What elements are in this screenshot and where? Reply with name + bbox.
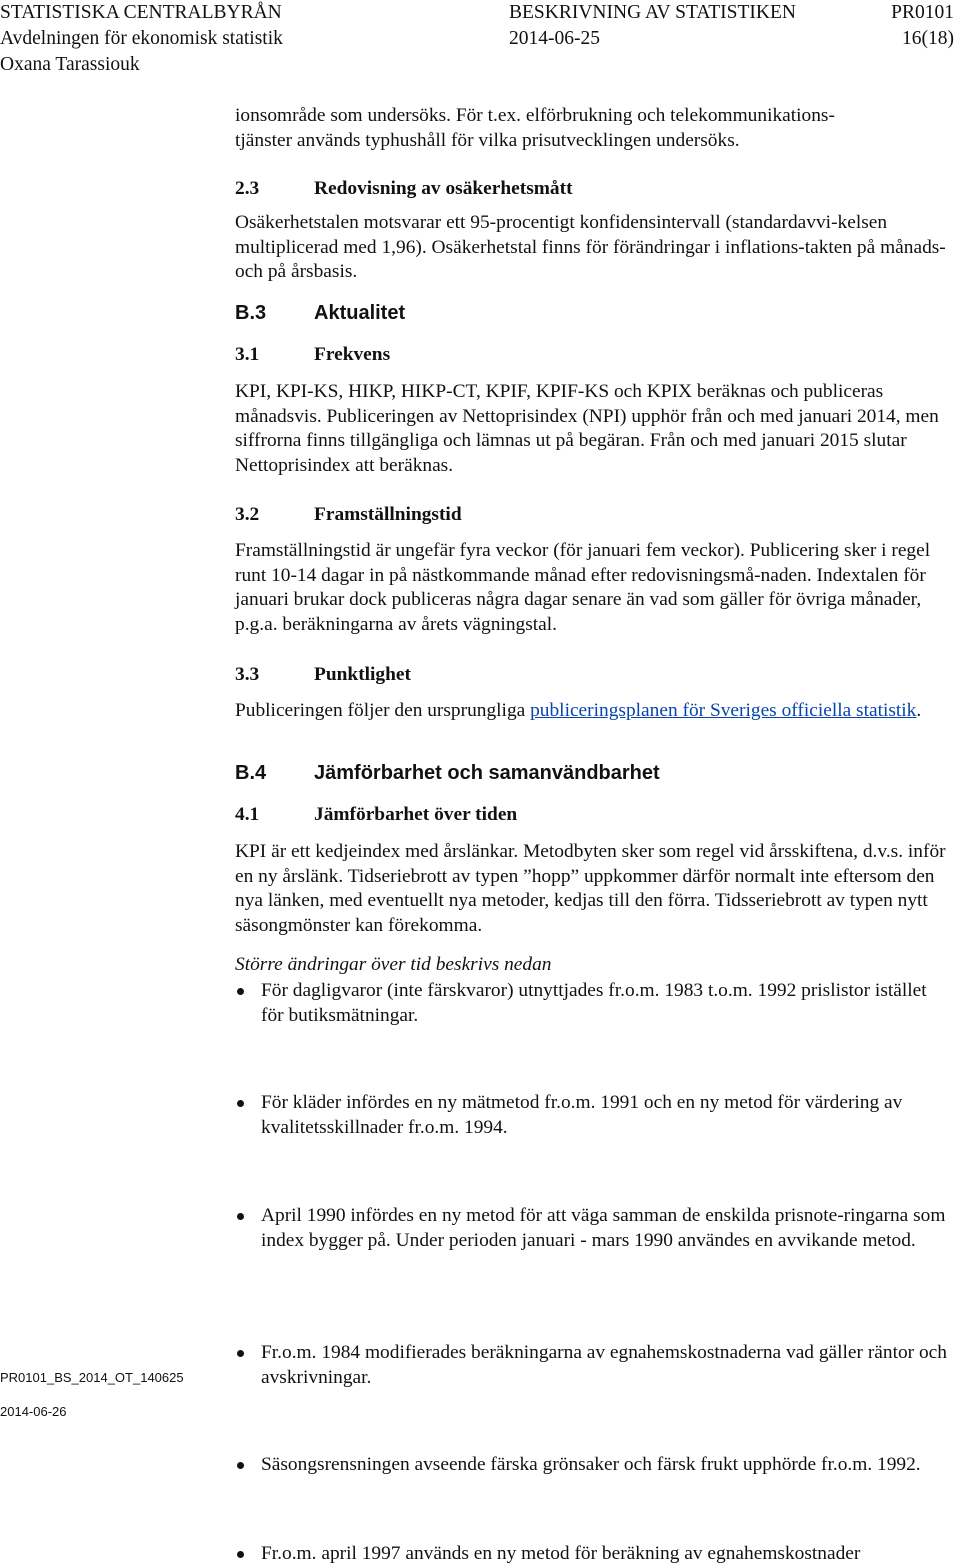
heading-title: Punktlighet: [314, 664, 411, 685]
paragraph-4-1: KPI är ett kedjeindex med årslänkar. Metodbyten sker som regel vid årsskiftena, d.v.s. inför en ny årslänk. Tidseriebrott av typen ”hopp” uppkommer därför normalt inte eftersom den nya länken, med eventuellt nya metoder, kedjas till den förra. Tidsseriebrott av typen nytt säsongmönster kan förekomma.: [235, 840, 950, 938]
list-item: [235, 1204, 950, 1253]
heading-3-1: [235, 343, 950, 368]
author: Oxana Tarassiouk: [0, 52, 140, 78]
footer-date: 2014-06-26: [0, 1404, 67, 1419]
document-body: [235, 0, 950, 245]
heading-title: Jämförbarhet och samanvändbarhet: [314, 762, 660, 784]
changes-subheading: Större ändringar över tid beskrivs nedan: [235, 953, 950, 978]
heading-number: 4.1: [235, 803, 314, 828]
heading-4-1: [235, 803, 950, 828]
paragraph-text: Publiceringen följer den ursprungliga: [235, 700, 530, 721]
publiceringsplan-link[interactable]: publiceringsplanen för Sveriges officiella statistik: [530, 700, 916, 721]
heading-number: 3.2: [235, 503, 314, 528]
heading-3-2: [235, 503, 950, 528]
heading-number: 3.1: [235, 343, 314, 368]
list-item: [235, 1453, 950, 1478]
heading-3-3: [235, 663, 950, 688]
bullet-icon: [237, 1100, 244, 1107]
heading-number: B.4: [235, 761, 314, 786]
list-item-text: Fr.o.m. april 1997 används en ny metod för beräkning av egnahemskostnader: [261, 1543, 860, 1564]
bullet-icon: [237, 1462, 244, 1469]
page-number: 16(18): [902, 26, 954, 52]
bullet-icon: [237, 1213, 244, 1220]
heading-number: B.3: [235, 301, 314, 326]
list-item: [235, 1091, 950, 1140]
list-item-text: För kläder infördes en ny mätmetod fr.o.m. 1991 och en ny metod för värdering av kvalitetsskillnader fr.o.m. 1994.: [261, 1092, 902, 1138]
heading-title: Redovisning av osäkerhetsmått: [314, 178, 573, 199]
paragraph-3-1: KPI, KPI-KS, HIKP, HIKP-CT, KPIF, KPIF-KS och KPIX beräknas och publiceras månadsvis. Publiceringen av Nettoprisindex (NPI) upphör från och med januari 2014, men siffrorna finns tillgängliga och lämnas ut på begäran. Från och med januari 2015 slutar Nettoprisindex att beräknas.: [235, 380, 950, 478]
heading-title: Frekvens: [314, 344, 390, 365]
doc-code: PR0101: [891, 0, 954, 26]
doc-type: BESKRIVNING AV STATISTIKEN: [509, 0, 796, 26]
heading-title: Framställningstid: [314, 504, 462, 525]
bullet-icon: [237, 1551, 244, 1558]
intro-line-2: tjänster används typhushåll för vilka prisutvecklingen undersöks.: [235, 129, 950, 154]
paragraph-text-end: .: [916, 700, 921, 721]
paragraph-2-3: Osäkerhetstalen motsvarar ett 95-procentigt konfidensintervall (standardavvi-kelsen multiplicerad med 1,96). Osäkerhetstal finns för förändringar i inflations-takten på månads- och på årsbasis.: [235, 211, 950, 285]
list-item-text: Fr.o.m. 1984 modifierades beräkningarna av egnahemskostnaderna vad gäller räntor och avskrivningar.: [261, 1342, 947, 1388]
heading-b4: [235, 761, 950, 786]
intro-line-1: ionsområde som undersöks. För t.ex. elförbrukning och telekommunikations-: [235, 104, 950, 129]
list-item-text: Säsongsrensningen avseende färska grönsaker och färsk frukt upphörde fr.o.m. 1992.: [261, 1454, 921, 1475]
list-item-text: April 1990 infördes en ny metod för att väga samman de enskilda prisnote-ringarna som index bygger på. Under perioden januari - mars 1990 användes en avvikande metod.: [261, 1205, 945, 1251]
footer-code: PR0101_BS_2014_OT_140625: [0, 1370, 184, 1385]
heading-number: 3.3: [235, 663, 314, 688]
paragraph-3-3: [235, 699, 950, 724]
header-date: 2014-06-25: [509, 26, 600, 52]
paragraph-3-2: Framställningstid är ungefär fyra veckor (för januari fem veckor). Publicering sker i regel runt 10-14 dagar in på nästkommande månad efter redovisningsmå-naden. Indextalen för januari brukar dock publiceras några dagar senare än vad som gäller för övriga månader, p.g.a. beräkningarna av årets vägningstal.: [235, 539, 950, 637]
heading-2-3: [235, 177, 950, 202]
heading-title: Aktualitet: [314, 302, 405, 324]
list-item-text: För dagligvaror (inte färskvaror) utnyttjades fr.o.m. 1983 t.o.m. 1992 prislistor istället för butiksmätningar.: [261, 980, 927, 1026]
intro-paragraph: [235, 104, 950, 153]
list-item: [235, 1341, 950, 1390]
list-item: [235, 1542, 960, 1566]
list-item: [235, 979, 950, 1028]
org-name: STATISTISKA CENTRALBYRÅN: [0, 0, 282, 26]
heading-number: 2.3: [235, 177, 314, 202]
bullet-icon: [237, 1350, 244, 1357]
heading-title: Jämförbarhet över tiden: [314, 804, 517, 825]
bullet-icon: [237, 988, 244, 995]
heading-b3: [235, 301, 950, 326]
department: Avdelningen för ekonomisk statistik: [0, 26, 283, 52]
